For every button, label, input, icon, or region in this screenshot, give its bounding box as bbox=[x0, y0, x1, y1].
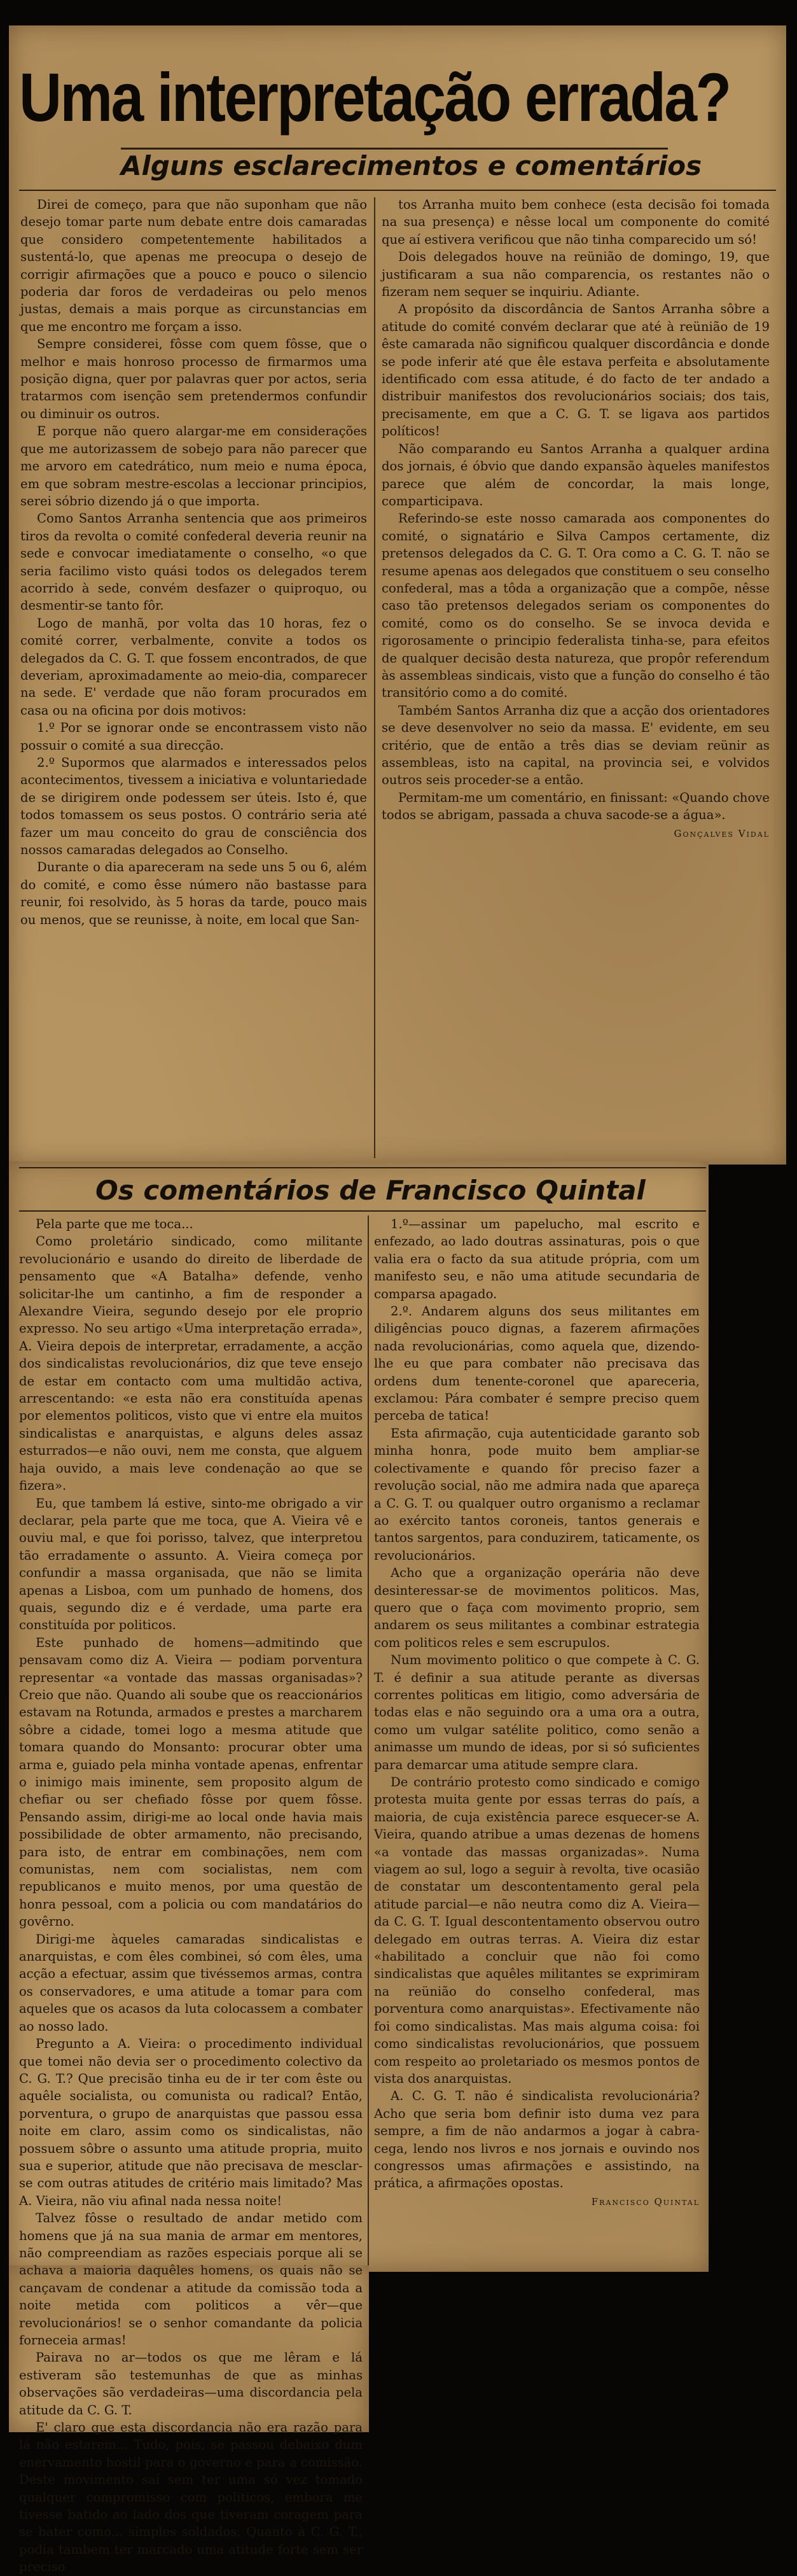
paragraph: Talvez fôsse o resultado de andar metido com homens que já na sua mania de armar em mentores, não compreendiam as razões especiais porque ali se achava a maioria daquêles homens, os quais não se cançavam de condenar a atitude da comissão toda a noite metida com politicos a vêr—que revolucionários! se o senhor comandante da policia forneceia armas! bbox=[19, 2211, 363, 2348]
paragraph: Este punhado de homens—admitindo que pensavam como diz A. Vieira — podiam porventura representar «a vontade das massas organisadas»? Creio que não. Quando ali soube que os reaccionários estavam na Rotunda, armados e prestes a marcharem sôbre a cidade, tomei logo a mesma atitude que tomara quando do Monsanto: procurar obter uma arma e, guiado pela minha vontade apenas, enfrentar o inimigo mais iminente, sem proposito algum de chefiar ou ser chefiado fôsse por quem fôsse. Pensando assim, dirigi-me ao local onde havia mais possibilidade de obter armamento, não precisando, para isto, de entrar em combinações, nem com comunistas, nem com socialistas, nem com republicanos e muito menos, por uma questão de honra pessoal, com a policia ou com mandatários do govêrno. bbox=[19, 1635, 363, 1929]
paragraph: Eu, que tambem lá estive, sinto-me obrigado a vir declarar, pela parte que me toca, que A. Vieira vê e ouviu mal, e que foi porisso, talvez, que interpretou tão erradamente o assunto. A. Vieira começa por confundir a massa organisada, que não se limita apenas a Lisboa, com um punhado de homens, dos quais, segundo diz e é verdade, uma parte era constituída por politicos. bbox=[19, 1495, 363, 1633]
article2-title: Os comentários de Francisco Quintal bbox=[95, 1175, 646, 1206]
paragraph: Acho que a organização operária não deve desinteressar-se de movimentos politicos. Mas, quero que o faça com movimento proprio, sem andarem os seus militantes a combinar estrategia com politicos reles e sem escrupulos. bbox=[374, 1565, 700, 1650]
paragraph: tos Arranha muito bem conhece (esta decisão foi tomada na sua presença) e nêsse local um componente do comité que aí estivera verificou que não tinha comparecido um só! bbox=[382, 197, 770, 247]
column-divider bbox=[374, 197, 375, 1158]
paragraph: Como proletário sindicado, como militante revolucionário e usando do direito de liberdade de pensamento que «A Batalha» defende, venho solicitar-lhe um cantinho, a fim de responder a Alexandre Vieira, segundo desejo por ele proprio expresso. No seu artigo «Uma interpretação errada», A. Vieira depois de interpretar, erradamente, a acção dos sindicalistas revolucionários, diz que teve ensejo de estar em contacto com uma multidão activa, arrescentando: «e esta não era constituída apenas por elementos politicos, visto que vi entre ela muitos sindicalistas e anarquistas, e alguns deles assaz esturrados—e não ouvi, nem me consta, que alguem haja ouvido, a mais leve condenação ao que se fizera». bbox=[19, 1234, 363, 1494]
paragraph: Dois delegados houve na reünião de domingo, 19, que justificaram a sua não comparencia, os restantes não o fizeram nem sequer se inquiriu. Adiante. bbox=[382, 249, 770, 300]
paragraph: Pairava no ar—todos os que me lêram e lá estiveram são testemunhas de que as minhas observações são verdadeiras—uma discordancia pela atitude da C. G. T. bbox=[19, 2350, 363, 2418]
paragraph: Durante o dia apareceram na sede uns 5 ou 6, além do comité, e como êsse número não bastasse para reunir, foi resolvido, às 5 horas da tarde, pouco mais ou menos, que se reunisse, à noite, em local que San- bbox=[20, 860, 367, 927]
article2-column-2 bbox=[374, 1215, 700, 2265]
paragraph: Dirigi-me àqueles camaradas sindicalistas e anarquistas, e com êles combinei, só com êles, uma acção a efectuar, assim que tivéssemos armas, contra os conservadores, e uma atitude a tomar para com aqueles que os acasos da luta colocassem a combater ao nosso lado. bbox=[19, 1931, 363, 2034]
paragraph: Também Santos Arranha diz que a acção dos orientadores se deve desenvolver no seio da massa. E' evidente, em seu critério, que de então a três dias se deviam reünir as assembleas, isto na capital, na provincia sei, e volvidos outros seis proceder-se a então. bbox=[382, 703, 770, 788]
signature-francisco-quintal: Francisco Quintal bbox=[591, 2195, 700, 2208]
paragraph: Não comparando eu Santos Arranha a qualquer ardina dos jornais, é óbvio que dando expansão àqueles manifestos parece que além de concordar, la mais longe, comparticipava. bbox=[382, 441, 770, 508]
paragraph: 2.º. Andarem alguns dos seus militantes em diligências pouco dignas, a fazerem afirmações nada revolucionárias, como aquela que, dizendo-lhe eu que para combater não precisava das ordens dum tenente-coronel que apareceria, exclamou: Pára combater é sempre preciso quem perceba de tatica! bbox=[374, 1304, 700, 1424]
section-rule bbox=[19, 1167, 706, 1168]
paragraph: Num movimento politico o que compete à C. G. T. é definir a sua atitude perante as diversas correntes politicas em litigio, como adversária de todas elas e não seguindo ora a uma ora a outra, como um vulgar satélite politico, como senão a animasse um mundo de ideas, por si só suficientes para demarcar uma atitude sempre clara. bbox=[374, 1653, 700, 1772]
paragraph: 1.º—assinar um papelucho, mal escrito e enfezado, ao lado doutras assinaturas, pois o que valia era o facto da sua atitude própria, com um manifesto seu, e não uma atitude secundaria de comparsa apagado. bbox=[374, 1217, 700, 1301]
paragraph: E porque não quero alargar-me em considerações que me autorizassem de sobejo para não parecer que me arvoro em catedrático, num meio e numa época, em que sobram mestre-escolas a leccionar principios, serei sóbrio dizendo já o que importa. bbox=[20, 424, 367, 508]
article1-column-2 bbox=[382, 196, 770, 1163]
paragraph: 2.º Supormos que alarmados e interessados pelos acontecimentos, tivessem a iniciativa e voluntariedade de se dirigirem onde podessem ser úteis. Isto é, que todos tomassem os seus postos. O contrário seria até fazer um mau conceito do grau de consciência dos nossos camaradas delegados ao Conselho. bbox=[20, 755, 367, 858]
paragraph: E' claro que esta discordancia não era razão para lá não estarem... Tudo, pois, se passou debaixo dum enervamento hostil para o governo e para a comissão. Deste movimento saí sem ter uma só vez tomado qualquer compromisso com politicos, embora me tivesse batido ao lado dos que tiveram coragem para se bater como... simples soldados. Quanto à C. G. T., podia tambem ter marcado uma atitude forte sem ser preciso bbox=[19, 2420, 363, 2575]
paragraph: Esta afirmação, cuja autenticidade garanto sob minha honra, pode muito bem ampliar-se colectivamente e quando fôr preciso fazer a revolução social, não me admira nada que apareça a C. G. T. ou qualquer outro organismo a reclamar ao exército tantos coroneis, tantos generais e tantos sargentos, para conduzirem, taticamente, os revolucionários. bbox=[374, 1425, 700, 1563]
paragraph: Logo de manhã, por volta das 10 horas, fez o comité correr, verbalmente, convite a todos os delegados da C. G. T. que fossem encontrados, de que deveriam, aproximadamente ao meio-dia, comparecer na sede. E' verdade que não foram procurados em casa ou na oficina por dois motivos: bbox=[20, 615, 367, 718]
paragraph: A. C. G. T. não é sindicalista revolucionária? Acho que seria bom definir isto duma vez para sempre, a fim de não andarmos a jogar à cabra-cega, lendo nos livros e nos jornais e ouvindo nos congressos umas afirmações e assistindo, na prática, a afirmações opostas. bbox=[374, 2089, 700, 2191]
paragraph: Permitam-me um comentário, en finissant: «Quando chove todos se abrigam, passada a chuva sacode-se a água». bbox=[382, 790, 770, 823]
signature-goncalves-vidal: Gonçalves Vidal bbox=[674, 827, 770, 839]
section-title-rule bbox=[19, 1210, 706, 1212]
paragraph: Como Santos Arranha sentencia que aos primeiros tiros da revolta o comité confederal deveria reunir na sede e convocar imediatamente o conselho, «o que seria facilimo visto quási todos os delegados terem acorrido à sede, convém desfazer o quiproquo, ou desmentir-se tanto fôr. bbox=[20, 511, 367, 613]
paragraph: Pela parte que me toca... bbox=[36, 1217, 193, 1231]
paragraph: Pregunto a A. Vieira: o procedimento individual que tomei não devia ser o procedimento colectivo da C. G. T.? Que precisão tinha eu de ir ter com êste ou aquêle socialista, ou comunista ou radical? Então, porventura, o grupo de anarquistas que passou essa noite em claro, assim como os sindicalistas, não possuem sôbre o assunto uma atitude propria, muito sua e superior, atitude que não precisava de mesclar-se com outras atitudes de critério mais limitado? Mas A. Vieira, não viu afinal nada nessa noite! bbox=[19, 2036, 363, 2208]
paragraph: Referindo-se este nosso camarada aos componentes do comité, o signatário e Silva Campos certamente, diz pretensos delegados da C. G. T. Ora como a C. G. T. não se resume apenas aos delegados que constituem o seu conselho confederal, mas a tôda a organização que a compõe, nêsse caso tão pretensos delegados seriam os componentes do comité, como os do conselho. Se se invoca devida e rigorosamente o principio federalista tinha-se, para efeitos de qualquer decisão desta natureza, que propôr referendum às assembleas sindicais, visto que a função do conselho é tão transitório como a do comité. bbox=[382, 511, 770, 701]
paragraph: 1.º Por se ignorar onde se encontrassem visto não possuir o comité a sua direcção. bbox=[20, 720, 367, 753]
paragraph: A propósito da discordância de Santos Arranha sôbre a atitude do comité convém declarar que até à reünião de 19 êste camarada não significou qualquer discordância e donde se pode inferir até que êle estava perfeita e absolutamente identificado com essa atitude, é do facto de ter andado a distribuir manifestos dos revolucionários sociais; dos tais, precisamente, em que a C. G. T. se ligava aos partidos políticos! bbox=[382, 302, 770, 439]
paragraph: De contrário protesto como sindicado e comigo protesta muita gente por essas terras do país, a maioria, de cuja existência parece esquecer-se A. Vieira, quando atribue a umas dezenas de homens «a vontade das massas organizadas». Numa viagem ao sul, logo a seguir à revolta, tive ocasião de constatar um descontentamento geral pela atitude parcial—e não neutra como diz A. Vieira—da C. G. T. Igual descontentamento observou outro delegado em outras terras. A. Vieira diz estar «habilitado a concluir que não foi como sindicalistas que aquêles militantes se exprimiram na reünião do conselho confederal, mas porventura como anarquistas». Efectivamente não foi como sindicalistas. Mas mais alguma coisa: foi como sindicalistas revolucionários, que possuem com respeito ao proletariado os mesmos pontos de vista dos anarquistas. bbox=[374, 1775, 700, 2086]
paragraph: Sempre considerei, fôsse com quem fôsse, que o melhor e mais honroso processo de firmarmos uma posição digna, quer por palavras quer por actos, seria tratarmos com isenção sem pretendermos confundir ou diminuir os outros. bbox=[20, 337, 367, 421]
article2-column-1 bbox=[19, 1215, 363, 2575]
subheadline-rule bbox=[19, 190, 776, 191]
article1-column-1 bbox=[20, 196, 367, 1163]
headline-rule bbox=[121, 148, 668, 150]
headline: Uma interpretação errada? bbox=[19, 59, 730, 136]
subheadline: Alguns esclarecimentos e comentários bbox=[121, 150, 702, 181]
column-divider bbox=[368, 1215, 369, 2265]
paragraph: Direi de começo, para que não suponham que não desejo tomar parte num debate entre dois camaradas que considero competentemente habilitados a sustentá-lo, que apenas me preocupa o desejo de corrigir afirmações que a pouco e pouco o silencio poderia dar foros de verdadeiras ou pelo menos justas, demais a mais porque as circunstancias em que me encontro me forçam a isso. bbox=[20, 197, 367, 334]
